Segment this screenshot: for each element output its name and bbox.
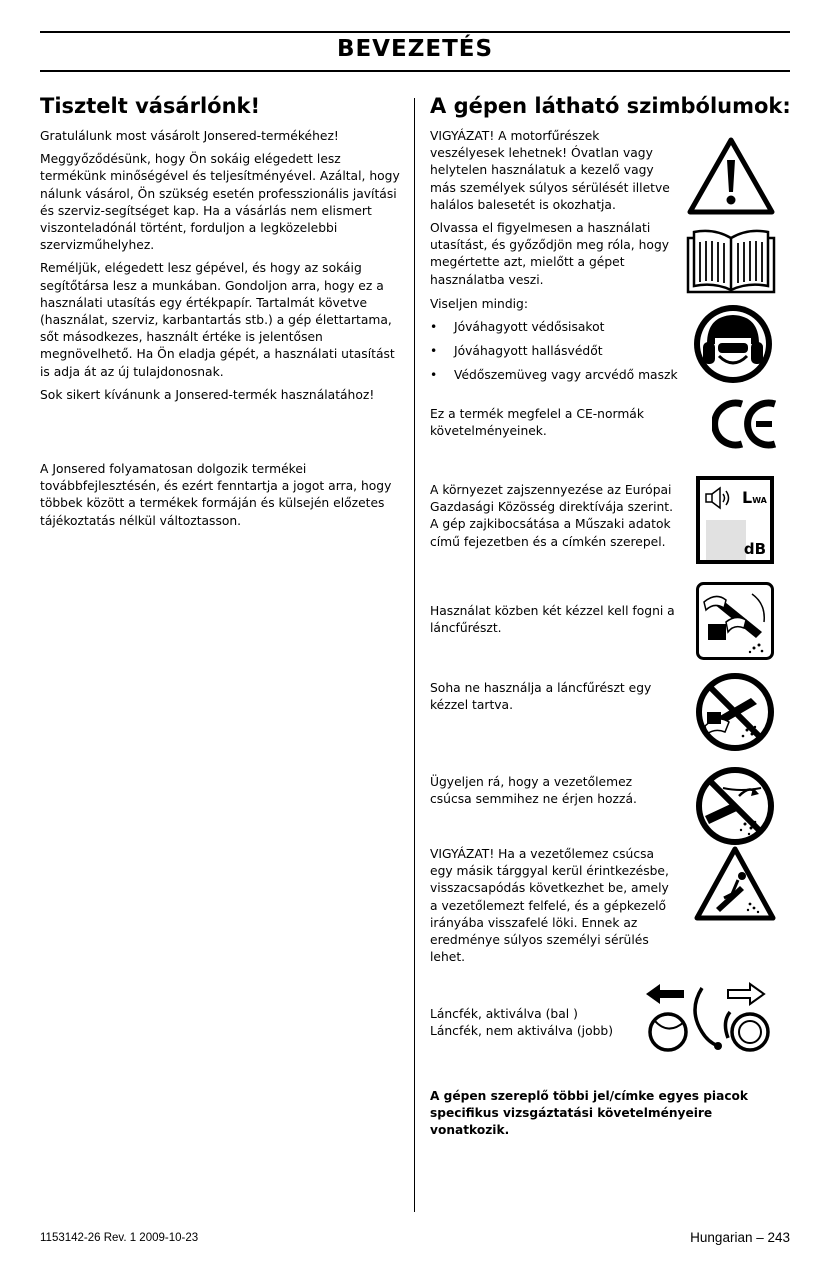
brake-off-text: Láncfék, nem aktiválva (jobb) bbox=[430, 1024, 614, 1038]
noise-value-box bbox=[706, 520, 746, 560]
lwa-label bbox=[742, 488, 767, 507]
speaker-icon bbox=[704, 486, 732, 510]
wear-item-label: Védőszemüveg vagy arcvédő maszk bbox=[454, 368, 678, 382]
helmet-ear-eye-protection-icon bbox=[693, 304, 773, 384]
ce-mark-icon bbox=[712, 398, 778, 450]
kickback-text: VIGYÁZAT! Ha a vezetőlemez csúcsa egy másik tárggyal kerül érintkezésbe, visszacsapódás következhet be, amely a vezetőlemezt felfelé, és a gépkezelő irányába visszafelé löki. Ennek az eredménye súlyos személyi sérülés lehet. bbox=[430, 847, 669, 965]
page-title: BEVEZETÉS bbox=[336, 36, 494, 62]
lwa-subscript: WA bbox=[752, 496, 767, 505]
chain-brake-off-icon bbox=[718, 982, 778, 1054]
lwa-letter: L bbox=[742, 488, 753, 507]
paragraph-satisfaction: Meggyőződésünk, hogy Ön sokáig elégedett lesz termékünk minőségével és teljesítményével. Azáltal, hogy nálunk vásárol, Ön szükség esetén professzionális javítási és szerviz-segítséget kap. Ha a vásárlás nem elismert viszonteladónál történt, forduljon a legközelebbi szervizműhelyhez. bbox=[40, 152, 400, 253]
wear-item-label: Jóváhagyott hallásvédőt bbox=[454, 344, 603, 358]
chain-brake-on-icon bbox=[644, 982, 722, 1054]
ce-text: Ez a termék megfelel a CE-normák követelményeinek. bbox=[430, 407, 644, 439]
bullet: • bbox=[430, 344, 438, 358]
column-divider bbox=[414, 98, 415, 1212]
brake-on-text: Láncfék, aktiválva (bal ) bbox=[430, 1007, 578, 1021]
left-heading: Tisztelt vásárlónk! bbox=[40, 94, 261, 118]
wear-item-label: Jóváhagyott védősisakot bbox=[454, 320, 605, 334]
warning-triangle-icon bbox=[686, 136, 776, 216]
right-heading: A gépen látható szimbólumok: bbox=[430, 94, 791, 118]
header-rule-bottom bbox=[40, 70, 790, 72]
manual-text: Olvassa el figyelmesen a használati utasítást, és győződjön meg róla, hogy megértette azt, mielőtt a gépet használatba veszi. bbox=[430, 221, 670, 287]
paragraph-congrats: Gratulálunk most vásárolt Jonsered-termékéhez! bbox=[40, 129, 339, 143]
two-hands-chainsaw-icon bbox=[696, 582, 774, 660]
no-one-hand-icon bbox=[695, 672, 775, 752]
closing-note: A gépen szereplő többi jel/címke egyes piacok specifikus vizsgáztatási követelményeire vonatkozik. bbox=[430, 1089, 749, 1138]
footer-code: 1153142-26 Rev. 1 2009-10-23 bbox=[40, 1232, 199, 1244]
two-hands-text: Használat közben két kézzel kell fogni a láncfűrészt. bbox=[430, 604, 675, 636]
bullet: • bbox=[430, 320, 438, 334]
manual-book-icon bbox=[686, 228, 776, 296]
paragraph-manual-value: Reméljük, elégedett lesz gépével, és hogy az sokáig segítőtársa lesz a munkában. Gondoljon arra, hogy ez a használati utasítás egy értékpapír. Tartalmát követve (használat, szerviz, karbantartás stb.) a gép élettartama, sőt másodkezes, használt értéke is jelentősen megnövelhető. Ha Ön eladja gépét, a használati utasítást is adja át az új tulajdonosnak. bbox=[40, 261, 395, 379]
footer-page: Hungarian – 243 bbox=[690, 1230, 790, 1245]
wear-intro: Viseljen mindig: bbox=[430, 297, 528, 311]
no-tip-contact-icon bbox=[695, 766, 775, 846]
bullet: • bbox=[430, 368, 438, 382]
left-note: A Jonsered folyamatosan dolgozik termékei továbbfejlesztésén, és ezért fenntartja a jogot arra, hogy többek között a termékek formáján és külsején előzetes tájékoztatás nélkül változtasson. bbox=[40, 462, 392, 528]
header-rule-top bbox=[40, 31, 790, 33]
tip-text: Ügyeljen rá, hogy a vezetőlemez csúcsa semmihez ne érjen hozzá. bbox=[430, 775, 637, 807]
db-label: dB bbox=[743, 540, 766, 558]
paragraph-good-luck: Sok sikert kívánunk a Jonsered-termék használatához! bbox=[40, 387, 375, 402]
warning-text: VIGYÁZAT! A motorfűrészek veszélyesek lehetnek! Óvatlan vagy helytelen használatuk a kezelő vagy más személyek súlyos sérülését illetve halálos balesetét is okozhatja. bbox=[430, 129, 670, 212]
left-intro bbox=[40, 128, 400, 410]
kickback-warning-icon bbox=[694, 846, 776, 922]
noise-label-icon bbox=[696, 476, 774, 564]
noise-text: A környezet zajszennyezése az Európai Gazdasági Közösség direktívája szerint. A gép zajkibocsátása a Műszaki adatok című fejezetben és a címkén szerepel. bbox=[430, 483, 674, 549]
one-hand-text: Soha ne használja a láncfűrészt egy kézzel tartva. bbox=[430, 681, 652, 713]
